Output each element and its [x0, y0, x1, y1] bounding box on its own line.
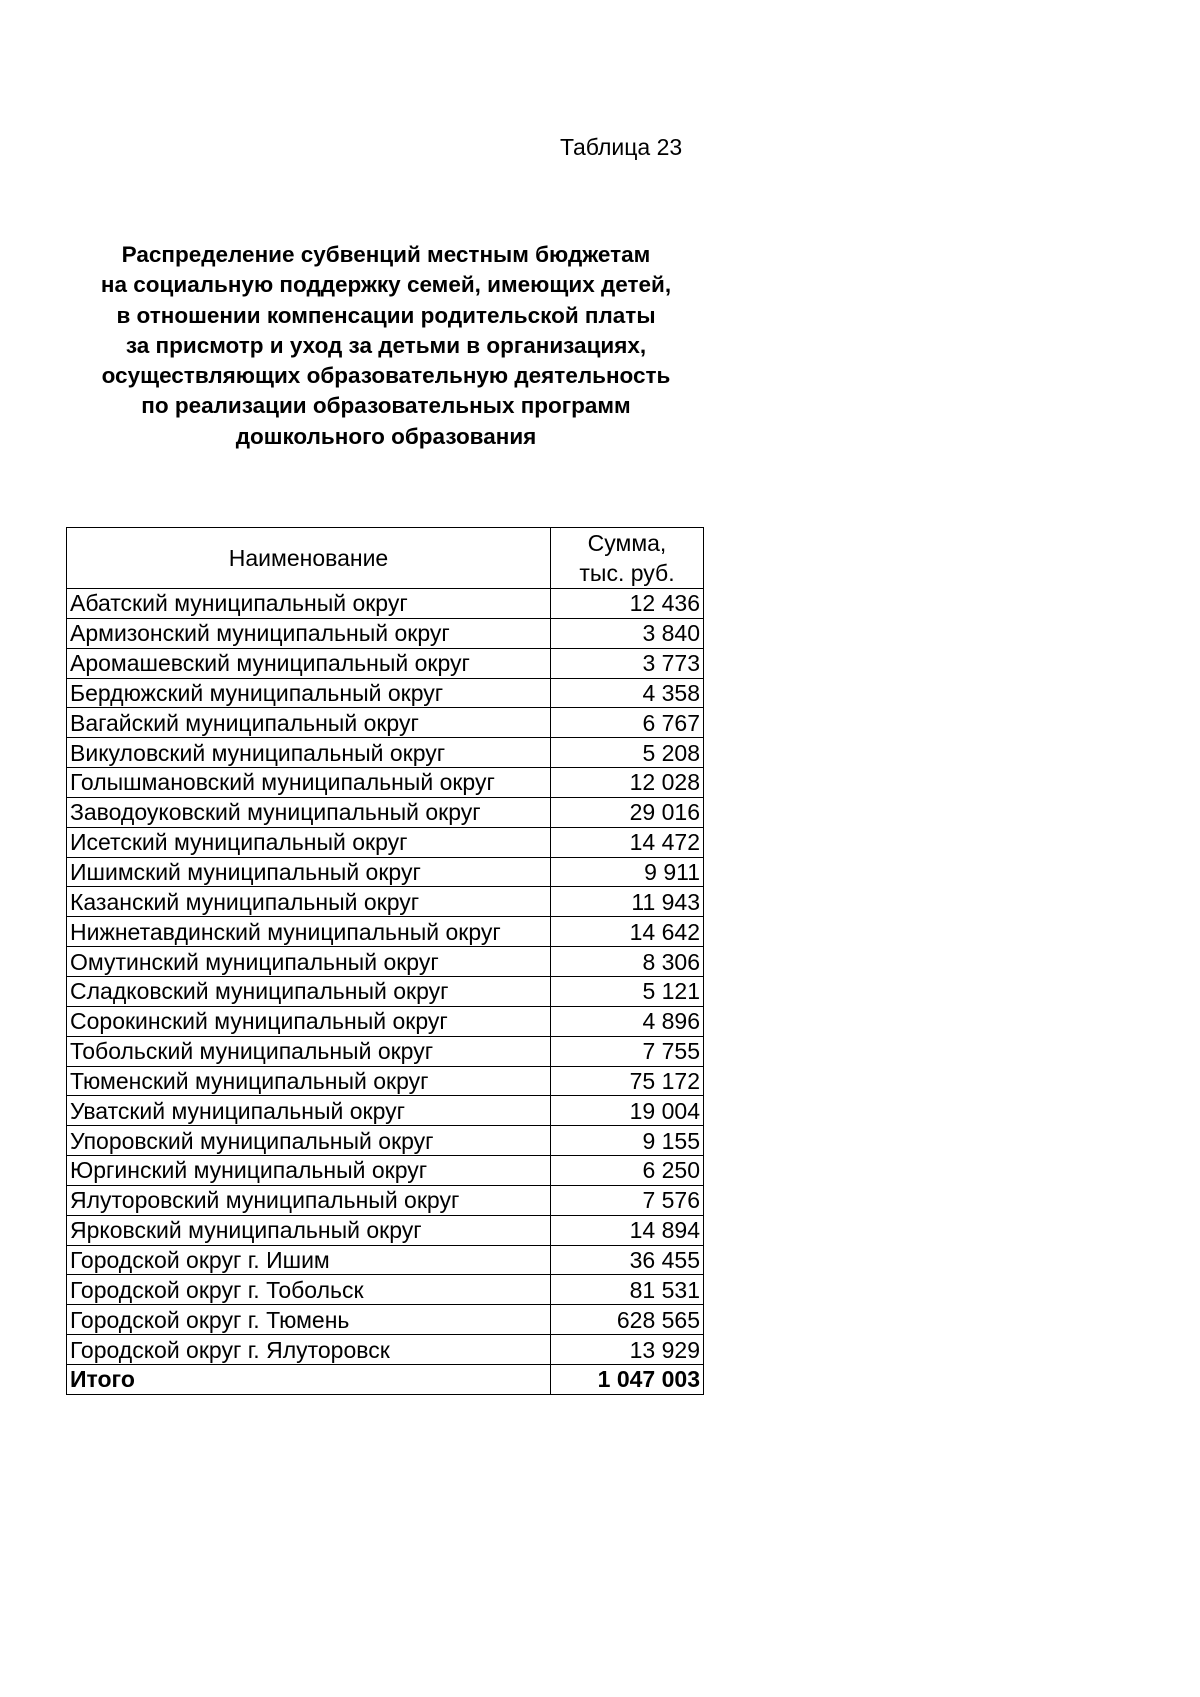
table-number: Таблица 23: [560, 134, 683, 160]
row-name: Тюменский муниципальный округ: [67, 1066, 551, 1096]
row-name: Юргинский муниципальный округ: [67, 1156, 551, 1186]
row-sum: 81 531: [551, 1275, 704, 1305]
table-row: [67, 678, 704, 708]
title-line: на социальную поддержку семей, имеющих детей,: [100, 272, 672, 298]
table-body: [67, 589, 704, 1395]
table-row: [67, 589, 704, 619]
row-sum: 29 016: [551, 797, 704, 827]
table-row: [67, 827, 704, 857]
table-row: [67, 1036, 704, 1066]
row-sum: 628 565: [551, 1305, 704, 1335]
table-row: [67, 1335, 704, 1365]
row-name: Армизонский муниципальный округ: [67, 618, 551, 648]
total-row: [67, 1364, 704, 1394]
row-sum: 5 121: [551, 976, 704, 1006]
table-row: [67, 1126, 704, 1156]
total-sum: 1 047 003: [551, 1364, 704, 1394]
row-sum: 36 455: [551, 1245, 704, 1275]
table-row: [67, 1185, 704, 1215]
row-sum: 3 840: [551, 618, 704, 648]
row-name: Бердюжский муниципальный округ: [67, 678, 551, 708]
row-name: Городской округ г. Тобольск: [67, 1275, 551, 1305]
table-row: [67, 947, 704, 977]
row-sum: 3 773: [551, 648, 704, 678]
row-name: Ялуторовский муниципальный округ: [67, 1185, 551, 1215]
row-sum: 5 208: [551, 738, 704, 768]
header-sum-line1: Сумма,: [587, 530, 667, 556]
table-row: [67, 1215, 704, 1245]
total-label: Итого: [67, 1364, 551, 1394]
row-sum: 6 250: [551, 1156, 704, 1186]
row-name: Казанский муниципальный округ: [67, 887, 551, 917]
row-sum: 7 576: [551, 1185, 704, 1215]
row-name: Сладковский муниципальный округ: [67, 976, 551, 1006]
document-title: [66, 240, 706, 452]
row-name: Вагайский муниципальный округ: [67, 708, 551, 738]
row-sum: 8 306: [551, 947, 704, 977]
header-sum: [551, 528, 704, 589]
table-header-row: [67, 528, 704, 589]
table-row: [67, 738, 704, 768]
row-name: Аромашевский муниципальный округ: [67, 648, 551, 678]
row-name: Голышмановский муниципальный округ: [67, 768, 551, 798]
row-sum: 12 028: [551, 768, 704, 798]
row-sum: 19 004: [551, 1096, 704, 1126]
table-row: [67, 1305, 704, 1335]
table-row: [67, 1066, 704, 1096]
row-sum: 12 436: [551, 589, 704, 619]
row-sum: 13 929: [551, 1335, 704, 1365]
row-sum: 11 943: [551, 887, 704, 917]
row-name: Ярковский муниципальный округ: [67, 1215, 551, 1245]
title-line: по реализации образовательных программ: [141, 393, 631, 419]
row-sum: 9 911: [551, 857, 704, 887]
table-row: [67, 768, 704, 798]
table-row: [67, 857, 704, 887]
header-sum-line2: тыс. руб.: [579, 560, 675, 586]
row-name: Ишимский муниципальный округ: [67, 857, 551, 887]
row-name: Тобольский муниципальный округ: [67, 1036, 551, 1066]
title-line: дошкольного образования: [235, 423, 537, 449]
row-sum: 4 358: [551, 678, 704, 708]
table-row: [67, 708, 704, 738]
row-name: Заводоуковский муниципальный округ: [67, 797, 551, 827]
table-row: [67, 1275, 704, 1305]
row-sum: 14 642: [551, 917, 704, 947]
title-line: в отношении компенсации родительской платы: [116, 302, 656, 328]
table-row: [67, 887, 704, 917]
row-name: Нижнетавдинский муниципальный округ: [67, 917, 551, 947]
table-row: [67, 797, 704, 827]
table-row: [67, 1006, 704, 1036]
row-name: Городской округ г. Ялуторовск: [67, 1335, 551, 1365]
row-name: Упоровский муниципальный округ: [67, 1126, 551, 1156]
row-sum: 14 472: [551, 827, 704, 857]
row-sum: 75 172: [551, 1066, 704, 1096]
row-sum: 6 767: [551, 708, 704, 738]
table-row: [67, 976, 704, 1006]
row-sum: 9 155: [551, 1126, 704, 1156]
table-row: [67, 1096, 704, 1126]
row-sum: 4 896: [551, 1006, 704, 1036]
table-row: [67, 917, 704, 947]
row-name: Викуловский муниципальный округ: [67, 738, 551, 768]
row-name: Городской округ г. Тюмень: [67, 1305, 551, 1335]
row-name: Омутинский муниципальный округ: [67, 947, 551, 977]
title-line: за присмотр и уход за детьми в организациях,: [125, 332, 647, 358]
table-row: [67, 1156, 704, 1186]
title-line: осуществляющих образовательную деятельность: [101, 363, 671, 389]
row-name: Городской округ г. Ишим: [67, 1245, 551, 1275]
header-name: Наименование: [67, 528, 551, 589]
subvention-table: [66, 527, 704, 1395]
row-name: Исетский муниципальный округ: [67, 827, 551, 857]
table-row: [67, 648, 704, 678]
table-row: [67, 1245, 704, 1275]
row-name: Абатский муниципальный округ: [67, 589, 551, 619]
title-line: Распределение субвенций местным бюджетам: [121, 242, 651, 267]
row-name: Уватский муниципальный округ: [67, 1096, 551, 1126]
row-sum: 7 755: [551, 1036, 704, 1066]
row-name: Сорокинский муниципальный округ: [67, 1006, 551, 1036]
row-sum: 14 894: [551, 1215, 704, 1245]
table-row: [67, 618, 704, 648]
